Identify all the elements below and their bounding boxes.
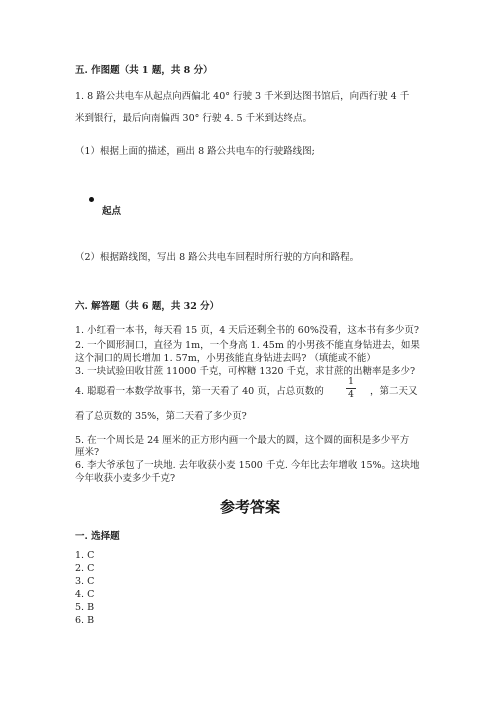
section6-question2-line2: 这个洞口的周长增加 1. 57m，小男孩能直身钻进去吗? （填能或不能） [75,353,376,364]
section5-heading: 五. 作图题（共 1 题，共 8 分） [75,65,213,76]
section6-question3: 3. 一块试验田收甘蔗 11000 千克，可榨糖 1320 千克，求甘蔗的出糖率是多少? [75,366,416,377]
answer-item-1: 1. C [75,550,95,561]
answer-item-3: 3. C [75,576,95,587]
section6-question5-line2: 厘米? [75,447,100,458]
answer-item-4: 4. C [75,589,95,600]
answer-item-2: 2. C [75,563,95,574]
answer-item-5: 5. B [75,602,95,613]
fraction-denominator: 4 [348,390,354,400]
section6-question5-line1: 5. 在一个周长是 24 厘米的正方形内画一个最大的圆，这个圆的面积是多少平方 [75,435,410,446]
section6-question4-part2: ，第二天又 [370,386,418,397]
start-point-label: 起点 [102,206,122,217]
start-point-dot [89,197,94,202]
section6-question6-line2: 今年收获小麦多少千克? [75,473,176,484]
section6-heading: 六. 解答题（共 6 题，共 32 分） [75,301,220,312]
section5-question1-line1: 1. 8 路公共电车从起点向西偏北 40° 行驶 3 千米到达图书馆后，向西行驶 4 千 [75,91,410,102]
section5-question1-line2: 米到银行，最后向南偏西 30° 行驶 4. 5 千米到达终点。 [75,113,313,124]
section6-question1: 1. 小红看一本书，每天看 15 页，4 天后还剩全书的 60%没看，这本书有多少页? [75,325,420,336]
section6-question2-line1: 2. 一个圆形洞口，直径为 1m，一个身高 1. 45m 的小男孩不能直身钻进去，如果 [75,340,420,351]
section6-question4-line2: 看了总页数的 35%，第二天看了多少页? [75,411,247,422]
section6-question4-part1: 4. 聪聪看一本数学故事书，第一天看了 40 页，占总页数的 [75,386,324,397]
fraction-numerator: 1 [348,377,354,387]
section5-subquestion1: （1）根据上面的描述，画出 8 路公共电车的行驶路线图; [75,146,315,157]
answers-section1-heading: 一. 选择题 [75,531,120,542]
answer-item-6: 6. B [75,615,95,626]
answers-title: 参考答案 [219,498,280,516]
fraction-one-quarter [346,377,356,400]
section5-subquestion2: （2）根据路线图，写出 8 路公共电车回程时所行驶的方向和路程。 [75,252,360,263]
fraction-bar [346,388,356,389]
section6-question6-line1: 6. 李大爷承包了一块地. 去年收获小麦 1500 千克. 今年比去年增收 15%。这块地 [75,460,420,471]
